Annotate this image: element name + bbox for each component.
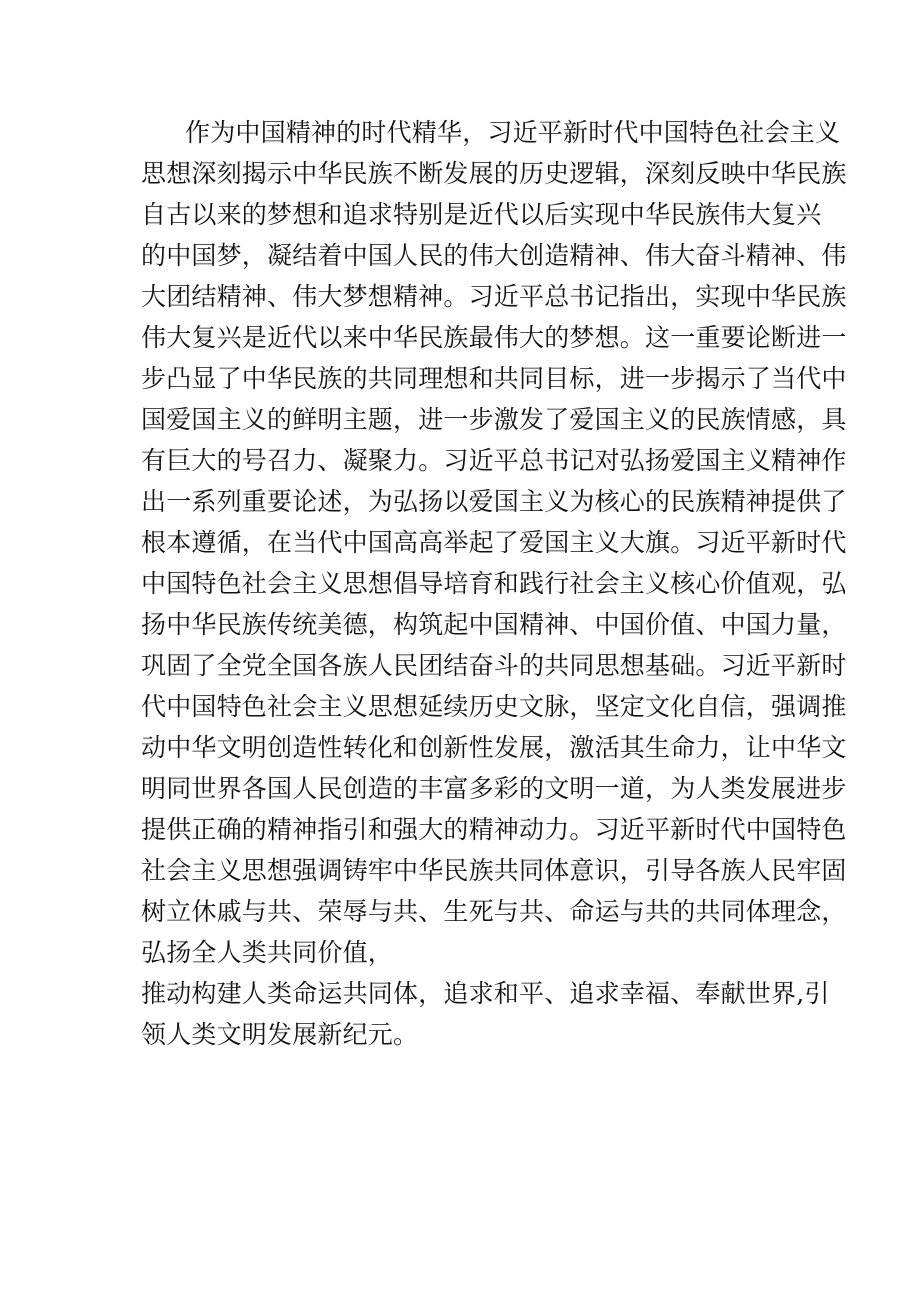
text-line: 树立休戚与共、荣辱与共、生死与共、命运与共的共同体理念， (141, 897, 847, 926)
text-line: 根本遵循，在当代中国高高举起了爱国主义大旗。习近平新时代 (141, 528, 847, 557)
text-line: 国爱国主义的鲜明主题，进一步激发了爱国主义的民族情感，具 (141, 405, 847, 434)
text-line: 大团结精神、伟大梦想精神。习近平总书记指出，实现中华民族 (141, 282, 847, 311)
text-line: 作为中国精神的时代精华，习近平新时代中国特色社会主义 (185, 118, 841, 147)
text-line: 有巨大的号召力、凝聚力。习近平总书记对弘扬爱国主义精神作 (141, 446, 847, 475)
text-line: 伟大复兴是近代以来中华民族最伟大的梦想。这一重要论断进一 (141, 323, 847, 352)
text-line: 代中国特色社会主义思想延续历史文脉，坚定文化自信，强调推 (141, 692, 847, 721)
text-line: 弘扬全人类共同价值， (141, 938, 394, 967)
text-line: 的中国梦，凝结着中国人民的伟大创造精神、伟大奋斗精神、伟 (141, 241, 847, 270)
text-line: 动中华文明创造性转化和创新性发展，激活其生命力，让中华文 (141, 733, 847, 762)
text-line: 步凸显了中华民族的共同理想和共同目标，进一步揭示了当代中 (141, 364, 847, 393)
text-line: 推动构建人类命运共同体，追求和平、追求幸福、奉献世界,引 (141, 979, 830, 1008)
text-line: 扬中华民族传统美德，构筑起中国精神、中国价值、中国力量， (141, 610, 847, 639)
text-line: 明同世界各国人民创造的丰富多彩的文明一道，为人类发展进步 (141, 774, 847, 803)
text-line: 出一系列重要论述，为弘扬以爱国主义为核心的民族精神提供了 (141, 487, 847, 516)
text-line: 社会主义思想强调铸牢中华民族共同体意识，引导各族人民牢固 (141, 856, 847, 885)
text-line: 巩固了全党全国各族人民团结奋斗的共同思想基础。习近平新时 (141, 651, 847, 680)
text-line: 领人类文明发展新纪元。 (141, 1020, 419, 1049)
text-line: 思想深刻揭示中华民族不断发展的历史逻辑，深刻反映中华民族 (141, 159, 847, 188)
text-line: 提供正确的精神指引和强大的精神动力。习近平新时代中国特色 (141, 815, 847, 844)
text-line: 自古以来的梦想和追求特别是近代以后实现中华民族伟大复兴 (141, 200, 822, 229)
text-line: 中国特色社会主义思想倡导培育和践行社会主义核心价值观，弘 (141, 569, 847, 598)
body-paragraph (141, 112, 847, 1055)
